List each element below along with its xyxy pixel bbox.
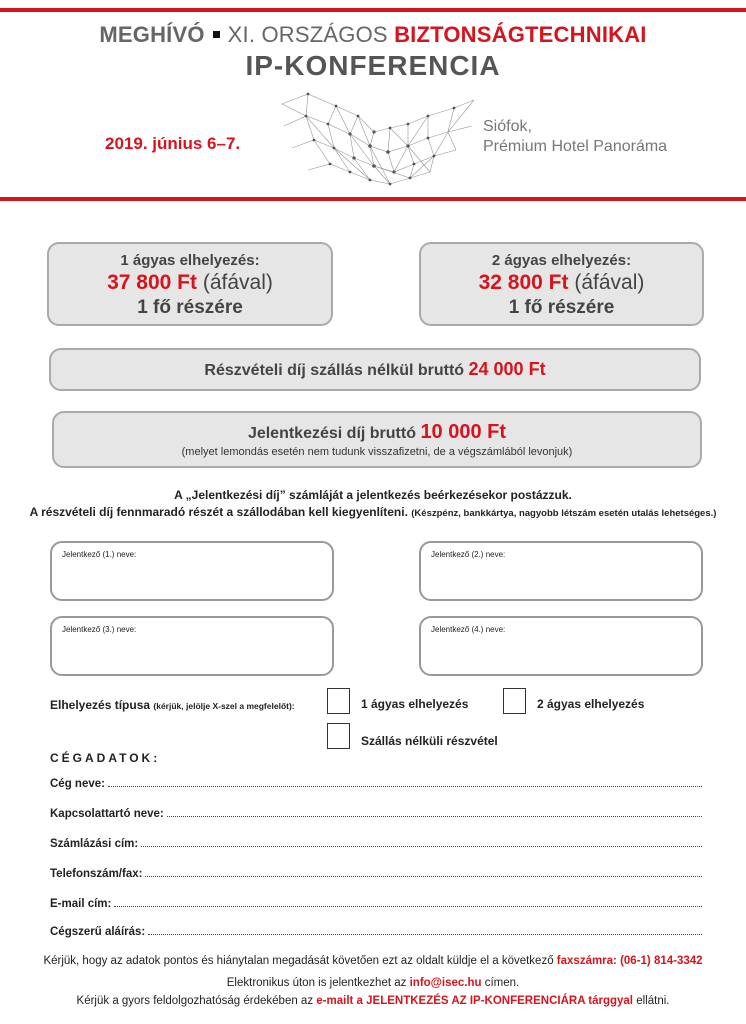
- price-double-amount: 32 800 Ft: [478, 271, 569, 294]
- applicant-4-name-field[interactable]: [419, 616, 703, 676]
- single-room-option-label: 1 ágyas elhelyezés: [361, 697, 469, 711]
- handshake-network-illustration: [278, 86, 478, 190]
- double-room-option-label: 2 ágyas elhelyezés: [537, 697, 645, 711]
- accommodation-type-label: [50, 698, 295, 712]
- footer-email-link[interactable]: info@isec.hu: [409, 977, 482, 989]
- price-single-amount: 37 800 Ft: [107, 271, 197, 294]
- email-field[interactable]: [50, 894, 702, 910]
- footer-fax-number: faxszámra: (06-1) 814-3342: [556, 955, 703, 967]
- registration-fee-amount: 10 000 Ft: [420, 421, 507, 443]
- edition-label: XI. ORSZÁGOS: [227, 22, 388, 47]
- price-box-single: [47, 242, 333, 326]
- footer-subject-text: Kérjük a gyors feldolgozhatóság érdekében az: [76, 995, 314, 1007]
- price-single-per: 1 fő részére: [137, 297, 243, 318]
- footer-email-text: Elektronikus úton is jelentkezhet az: [226, 977, 407, 989]
- no-lodging-amount: 24 000 Ft: [468, 359, 546, 379]
- price-double-label: 2 ágyas elhelyezés:: [491, 252, 632, 269]
- billing-address-field[interactable]: [50, 834, 702, 850]
- contact-name-label: Kapcsolattartó neve:: [50, 808, 164, 820]
- price-double-per: 1 fő részére: [508, 297, 615, 318]
- phone-fax-line[interactable]: [145, 876, 702, 877]
- footer-line-3: [0, 995, 746, 1007]
- company-name-label: Cég neve:: [50, 778, 105, 790]
- applicant-1-name-field[interactable]: [50, 541, 334, 601]
- company-data-heading: CÉGADATOK:: [50, 751, 161, 765]
- no-lodging-label: Részvételi díj szállás nélkül bruttó: [204, 362, 465, 379]
- billing-address-line[interactable]: [141, 846, 702, 847]
- registration-fee-note: (melyet lemondás esetén nem tudunk visszafizetni, de a végszámlából levonjuk): [181, 446, 573, 458]
- email-label: E-mail cím:: [50, 898, 112, 910]
- single-room-checkbox[interactable]: [327, 688, 350, 714]
- footer-line-1: [0, 955, 746, 967]
- footer-email-post: címen.: [484, 977, 520, 989]
- conference-title: IP-KONFERENCIA: [245, 50, 501, 81]
- invite-label: MEGHÍVÓ: [99, 22, 205, 47]
- price-box-no-lodging: [49, 348, 701, 391]
- event-date: 2019. június 6–7.: [105, 134, 241, 153]
- price-single-label: 1 ágyas elhelyezés:: [120, 252, 260, 269]
- registration-fee-box: [52, 411, 702, 468]
- accommodation-type-hint: (kérjük, jelölje X-szel a megfelelőt):: [153, 701, 295, 711]
- company-name-field[interactable]: [50, 774, 702, 790]
- info-line-2: [0, 505, 746, 519]
- applicant-2-label: Jelentkező (2.) neve:: [431, 550, 506, 559]
- footer-fax-text: Kérjük, hogy az adatok pontos és hiánytalan megadását követően ezt az oldalt küldje el a következő: [43, 955, 554, 967]
- accommodation-type-title: Elhelyezés típusa: [50, 698, 151, 712]
- venue-city: Siófok,: [483, 118, 532, 135]
- signature-label: Cégszerű aláírás:: [50, 926, 146, 938]
- footer-line-2: [0, 977, 746, 989]
- phone-fax-label: Telefonszám/fax:: [50, 868, 143, 880]
- applicant-3-label: Jelentkező (3.) neve:: [62, 625, 137, 634]
- price-single-vat: (áfával): [202, 271, 273, 294]
- event-venue: [483, 117, 667, 157]
- phone-fax-field[interactable]: [50, 864, 702, 880]
- signature-line[interactable]: [148, 934, 702, 935]
- no-lodging-option-label: Szállás nélküli részvétel: [361, 734, 498, 748]
- no-lodging-checkbox[interactable]: [327, 723, 350, 749]
- applicant-4-label: Jelentkező (4.) neve:: [431, 625, 506, 634]
- price-double-vat: (áfával): [574, 271, 645, 294]
- venue-hotel: Prémium Hotel Panoráma: [483, 138, 668, 155]
- company-name-line[interactable]: [108, 786, 702, 787]
- footer-subject: e-mailt a JELENTKEZÉS AZ IP-KONFERENCIÁRA tárggyal: [316, 995, 634, 1007]
- price-box-double: [419, 242, 704, 326]
- applicant-2-name-field[interactable]: [419, 541, 703, 601]
- email-line[interactable]: [114, 906, 702, 907]
- header-line: [0, 22, 746, 48]
- top-red-divider: [0, 8, 746, 12]
- header-red-divider: [0, 197, 746, 201]
- contact-name-line[interactable]: [167, 816, 702, 817]
- topic-label: BIZTONSÁGTECHNIKAI: [394, 22, 647, 47]
- registration-fee-label: Jelentkezési díj bruttó: [247, 425, 416, 442]
- info-line-2-small: (Készpénz, bankkártya, nagyobb létszám esetén utalás lehetséges.): [411, 508, 717, 519]
- signature-field[interactable]: [50, 922, 702, 938]
- double-room-checkbox[interactable]: [503, 688, 526, 714]
- info-line-2-main: A részvételi díj fennmaradó részét a szállodában kell kiegyenlíteni.: [29, 505, 408, 519]
- info-line-1: A „Jelentkezési díj” számláját a jelentkezés beérkezésekor postázzuk.: [174, 488, 572, 502]
- footer-subject-post: ellátni.: [636, 995, 670, 1007]
- billing-address-label: Számlázási cím:: [50, 838, 139, 850]
- contact-name-field[interactable]: [50, 804, 702, 820]
- applicant-3-name-field[interactable]: [50, 616, 334, 676]
- applicant-1-label: Jelentkező (1.) neve:: [62, 550, 137, 559]
- bullet-icon: [213, 31, 220, 38]
